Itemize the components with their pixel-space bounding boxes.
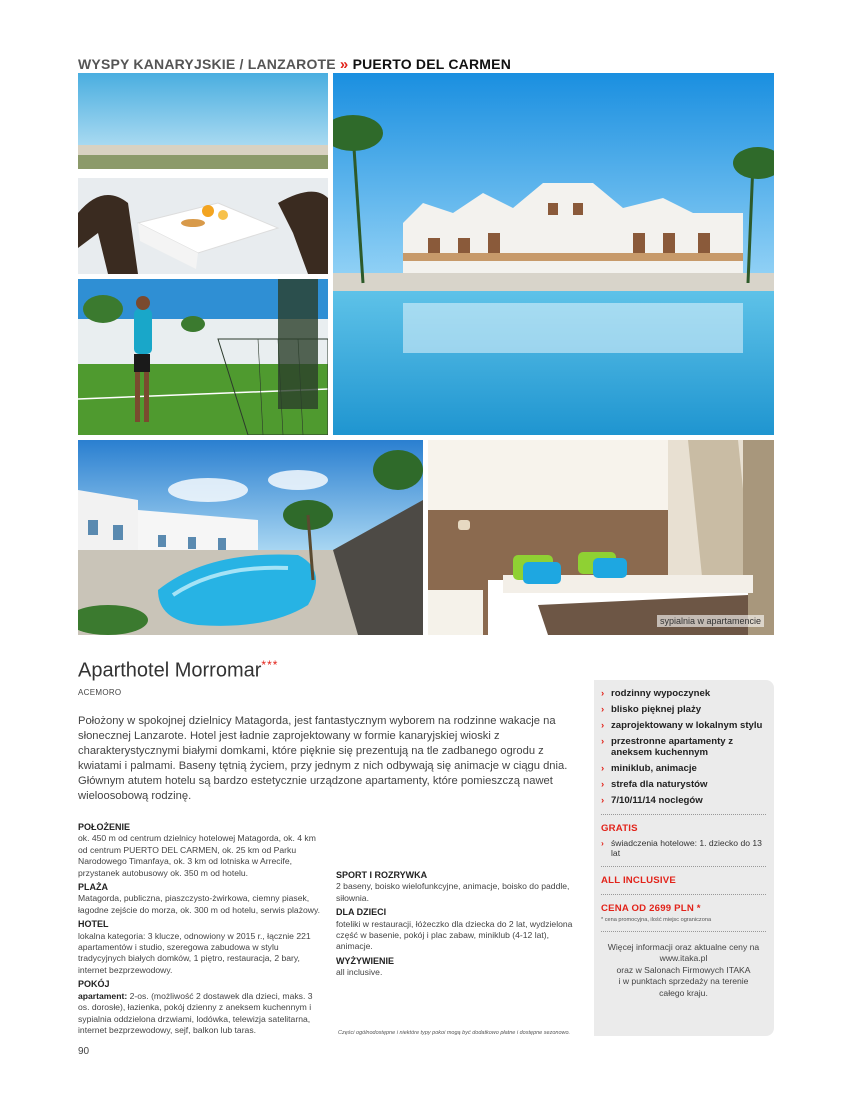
- price-label: CENA OD 2699 PLN *: [601, 903, 701, 914]
- offer-sidebar: [594, 680, 774, 1036]
- chevron-right-icon: ›: [601, 838, 604, 848]
- details-column-1: [78, 822, 321, 1036]
- feature-item: › strefa dla naturystów: [601, 779, 708, 790]
- feature-item: › przestronne apartamenty z aneksem kuchennym: [601, 736, 734, 758]
- photo-bedroom: [428, 440, 774, 635]
- feature-item: › 7/10/11/14 noclegów: [601, 795, 703, 806]
- chevron-right-icon: ›: [601, 688, 605, 699]
- hotel-name: Aparthotel Morromar: [78, 659, 262, 682]
- chevron-right-icon: ›: [601, 795, 605, 806]
- hotel-stars: ***: [261, 658, 279, 672]
- room-heading: POKÓJ: [78, 979, 110, 990]
- sport-heading: SPORT I ROZRYWKA: [336, 870, 428, 880]
- chevron-right-icon: ›: [601, 736, 605, 747]
- photo-main-pool: [333, 73, 774, 435]
- board-type-label: ALL INCLUSIVE: [601, 875, 676, 886]
- divider: [601, 866, 766, 867]
- board-text: all inclusive.: [336, 967, 383, 978]
- page-number: 90: [78, 1046, 90, 1057]
- chevron-right-icon: ›: [601, 704, 605, 715]
- sport-text: 2 baseny, boisko wielofunkcyjne, animacje, boisko do paddle, siłownia.: [336, 881, 570, 903]
- gratis-item: › świadczenia hotelowe: 1. dziecko do 13 lat: [601, 838, 762, 858]
- room-description: 2-os. (możliwość 2 dostawek dla dzieci, maks. 3 os. dorosłe), łazienka, pokój dzienny z aneksem kuchennym i sypialnia oddzielona drzwiami, lodówka, telewizja satelitarna, internet bezprzewodowy, sejf, balkon lub taras.: [78, 990, 313, 1035]
- divider: [601, 931, 766, 932]
- photo-balcony-breakfast: [78, 73, 328, 274]
- more-info: Więcej informacji oraz aktualne ceny na www.itaka.pl oraz w Salonach Firmowych ITAKA i w punktach sprzedaży na terenie całego kraju.: [601, 942, 766, 999]
- chevron-right-icon: ›: [601, 779, 605, 790]
- feature-item: › blisko pięknej plaży: [601, 704, 702, 715]
- gratis-label: GRATIS: [601, 823, 638, 834]
- kids-text: foteliki w restauracji, łóżeczko dla dziecka do 2 lat, wydzielona część w basenie, pokój i plac zabaw, miniklub (4-12 lat), animacje.: [336, 918, 573, 952]
- details-column-2: [336, 870, 579, 979]
- feature-item: › zaprojektowany w lokalnym stylu: [601, 720, 763, 731]
- hotel-description: Położony w spokojnej dzielnicy Matagorda, jest fantastycznym wyborem na rodzinne wakacje na słonecznej Lanzarote. Hotel jest ładnie zaprojektowany w formie kanaryjskiej wioski z charakterystycznymi białymi domkami, które pięknie się prezentują na tle zadbanego ogrodu z kwiatami i palmami. Baseny tętnią życiem, przy jednym z nich odbywają się animacje w ciągu dnia. Głównym atutem hotelu są bardzo estetycznie urządzone apartamenty, które pomieszczą nawet wieloosobową rodzinę.: [78, 715, 568, 802]
- features-list: [601, 688, 766, 806]
- beach-heading: PLAŻA: [78, 882, 108, 893]
- hotel-title: [78, 658, 278, 683]
- hotel-heading: HOTEL: [78, 919, 109, 930]
- breadcrumb-separator: »: [339, 56, 349, 73]
- room-text: [78, 991, 321, 1037]
- photo-paddle-court: [78, 279, 328, 435]
- photo-villas-pool: [78, 440, 423, 635]
- price-note: * cena promocyjna, ilość miejsc ograniczona: [601, 917, 712, 923]
- hotel-text: lokalna kategoria: 3 klucze, odnowiony w 2015 r., łącznie 221 apartamentów i studio, szeregowa zabudowa w stylu tradycyjnych białych domków, 1 piętro, restauracja, 2 bary, internet bezprzewodowy.: [78, 930, 311, 975]
- room-type-label: apartament:: [78, 990, 128, 1001]
- chevron-right-icon: ›: [601, 720, 605, 731]
- divider: [601, 894, 766, 895]
- location-heading: POŁOŻENIE: [78, 822, 131, 832]
- breadcrumb-region: WYSPY KANARYJSKIE / LANZAROTE: [78, 56, 336, 72]
- location-text: ok. 450 m od centrum dzielnicy hotelowej Matagorda, ok. 4 km od centrum PUERTO DEL CARMEN, ok. 25 km od Parku Narodowego Timanfaya, ok. 3 km od lotniska w Arrecife, przystanek autobusowy ok. 350 m od hotelu.: [78, 833, 316, 878]
- room-photo-caption: sypialnia w apartamencie: [657, 615, 764, 627]
- breadcrumb-place: PUERTO DEL CARMEN: [352, 56, 512, 72]
- divider: [601, 814, 766, 815]
- kids-heading: DLA DZIECI: [336, 907, 387, 918]
- feature-item: › rodzinny wypoczynek: [601, 688, 711, 699]
- beach-text: Matagorda, publiczna, piaszczysto-żwirkowa, ciemny piasek, łagodne zejście do morza, ok. 300 m od hotelu, serwis plażowy.: [78, 893, 321, 915]
- board-heading: WYŻYWIENIE: [336, 955, 394, 966]
- feature-item: › miniklub, animacje: [601, 763, 697, 774]
- footnote: Części ogólnodostępne i niektóre typy pokoi mogą być dodatkowo płatne i dostępne sezonowo.: [338, 1030, 571, 1036]
- website-link[interactable]: www.itaka.pl: [659, 953, 708, 964]
- breadcrumb: [78, 56, 511, 73]
- hotel-code: ACEMORO: [78, 688, 122, 697]
- chevron-right-icon: ›: [601, 763, 605, 774]
